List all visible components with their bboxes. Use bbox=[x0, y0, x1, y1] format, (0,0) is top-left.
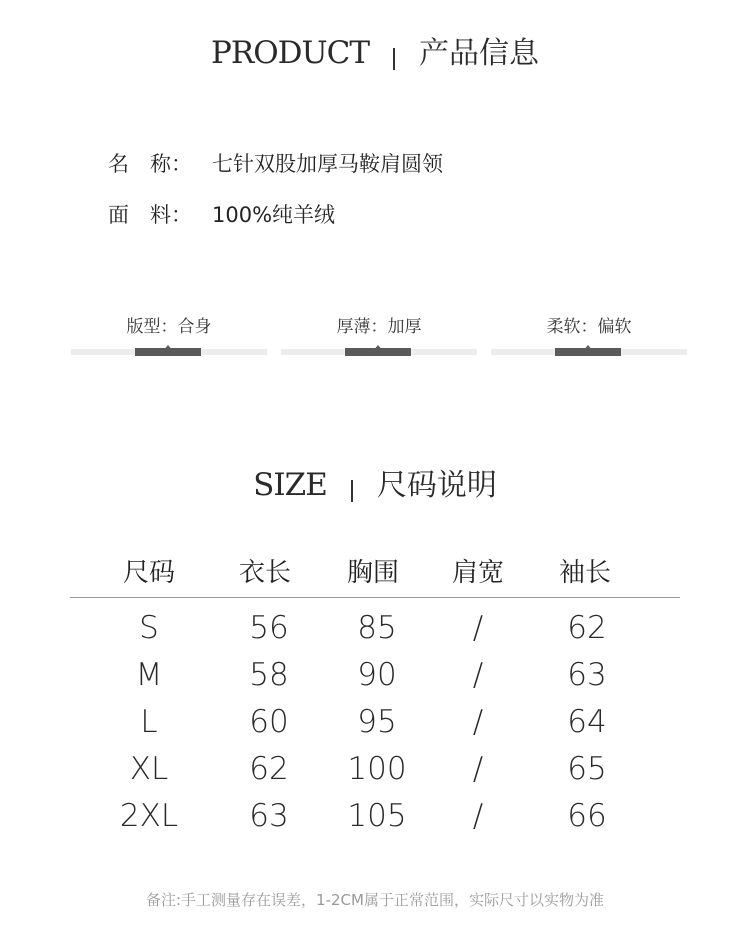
fit-indicator-marker bbox=[163, 345, 173, 351]
fit-indicator-label: 版型：合身 bbox=[126, 317, 212, 337]
table-cell: 64 bbox=[567, 704, 607, 740]
softness-indicator-label: 柔软：偏软 bbox=[546, 317, 632, 337]
product-name-row bbox=[108, 148, 443, 178]
size-table-header bbox=[70, 552, 680, 592]
product-heading-zh: 产品信息 bbox=[419, 36, 539, 71]
table-cell: 63 bbox=[249, 798, 289, 834]
table-cell: 65 bbox=[567, 751, 607, 787]
softness-indicator bbox=[491, 312, 687, 336]
column-header: 尺码 bbox=[122, 558, 176, 588]
product-name-label: 名 称： bbox=[108, 152, 192, 176]
table-cell: / bbox=[472, 798, 484, 834]
table-row bbox=[70, 751, 680, 791]
table-cell: 85 bbox=[357, 610, 397, 646]
column-header: 衣长 bbox=[238, 558, 292, 588]
column-header: 袖长 bbox=[558, 558, 612, 588]
material-value: 100%纯羊绒 bbox=[212, 203, 336, 227]
heading-divider bbox=[393, 48, 395, 70]
table-cell: 63 bbox=[567, 657, 607, 693]
table-cell: S bbox=[139, 610, 159, 646]
table-cell: / bbox=[472, 704, 484, 740]
fit-indicator bbox=[71, 312, 267, 336]
table-row bbox=[70, 610, 680, 650]
product-info-heading bbox=[0, 28, 750, 72]
heading-divider bbox=[351, 480, 353, 502]
thickness-indicator bbox=[281, 312, 477, 336]
table-cell: 95 bbox=[357, 704, 397, 740]
table-cell: 58 bbox=[249, 657, 289, 693]
table-divider bbox=[70, 597, 680, 598]
size-heading-zh: 尺码说明 bbox=[376, 468, 497, 503]
table-row bbox=[70, 798, 680, 838]
table-cell: 105 bbox=[347, 798, 407, 834]
softness-indicator-marker bbox=[583, 345, 593, 351]
table-cell: 100 bbox=[347, 751, 407, 787]
column-header: 胸围 bbox=[346, 558, 400, 588]
table-cell: 62 bbox=[567, 610, 607, 646]
table-row bbox=[70, 657, 680, 697]
thickness-indicator-marker bbox=[373, 345, 383, 351]
table-cell: / bbox=[472, 657, 484, 693]
material-label: 面 料： bbox=[108, 203, 192, 227]
table-cell: 90 bbox=[357, 657, 397, 693]
size-chart-heading bbox=[0, 460, 750, 504]
thickness-indicator-label: 厚薄：加厚 bbox=[336, 317, 422, 337]
table-row bbox=[70, 704, 680, 744]
material-row bbox=[108, 199, 335, 229]
table-cell: L bbox=[140, 704, 158, 740]
table-cell: 2XL bbox=[119, 798, 179, 834]
size-heading-en: SIZE bbox=[253, 467, 327, 503]
table-cell: XL bbox=[129, 751, 169, 787]
product-heading-en: PRODUCT bbox=[211, 35, 369, 71]
table-cell: 66 bbox=[567, 798, 607, 834]
product-name-value: 七针双股加厚马鞍肩圆领 bbox=[212, 152, 443, 176]
table-cell: / bbox=[472, 610, 484, 646]
table-cell: M bbox=[135, 657, 163, 693]
table-cell: 62 bbox=[249, 751, 289, 787]
column-header: 肩宽 bbox=[451, 558, 505, 588]
measurement-footnote: 备注:手工测量存在误差，1-2CM属于正常范围，实际尺寸以实物为准 bbox=[146, 891, 604, 909]
table-cell: 60 bbox=[249, 704, 289, 740]
table-cell: 56 bbox=[249, 610, 289, 646]
table-cell: / bbox=[472, 751, 484, 787]
